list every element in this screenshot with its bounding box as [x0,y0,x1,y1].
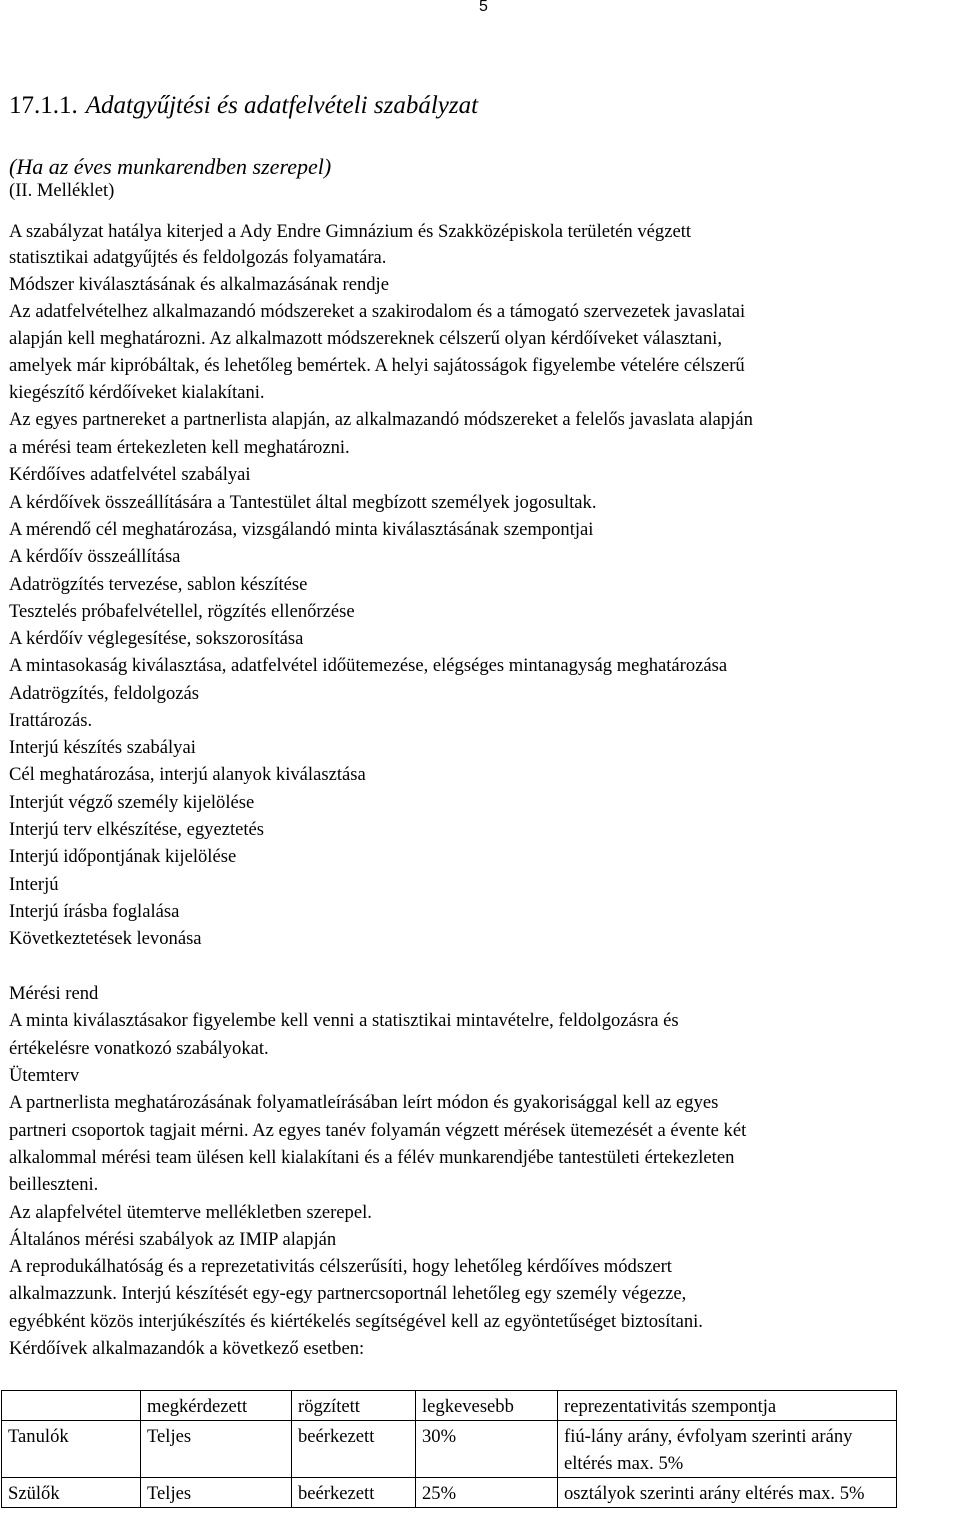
table-row [2,1421,897,1478]
line-28: Következtetések levonása [9,928,202,949]
table-header-cell: rögzített [292,1391,416,1421]
table-header-cell: megkérdezett [141,1391,292,1421]
section-subheading: (Ha az éves munkarendben szerepel) [9,154,332,179]
line-29: Mérési rend [9,983,99,1004]
line-1: (II. Melléklet) [9,180,115,201]
line-13: A mérendő cél meghatározása, vizsgálandó minta kiválasztásának szempontjai [9,519,594,540]
page-number: 5 [479,0,488,15]
line-21: Interjú készítés szabályai [9,737,196,758]
line-16: Tesztelés próbafelvétellel, rögzítés ellenőrzése [9,601,355,622]
line-34: partneri csoportok tagjait mérni. Az egyes tanév folyamán végzett mérések ütemezését a évente két [9,1120,747,1141]
line-37: Az alapfelvétel ütemterve mellékletben szerepel. [9,1202,372,1223]
line-36: beilleszteni. [9,1174,99,1195]
line-40: alkalmazzunk. Interjú készítését egy-egy partnercsoportnál lehetőleg egy személy végezze, [9,1283,687,1304]
line-9: Az egyes partnereket a partnerlista alapján, az alkalmazandó módszereket a felelős javaslata alapján [9,409,753,430]
line-4: Módszer kiválasztásának és alkalmazásának rendje [9,274,389,295]
table-header-cell [2,1391,141,1421]
line-30: A minta kiválasztásakor figyelembe kell venni a statisztikai mintavételre, feldolgozásra és [9,1010,679,1031]
table-cell: 25% [416,1478,558,1508]
line-39: A reprodukálhatóság és a reprezetativitás célszerűsíti, hogy lehetőleg kérdőíves módszert [9,1256,672,1277]
line-24: Interjú terv elkészítése, egyeztetés [9,819,265,840]
line-15: Adatrögzítés tervezése, sablon készítése [9,574,308,595]
table-header-cell: legkevesebb [416,1391,558,1421]
line-23: Interjút végző személy kijelölése [9,792,255,813]
line-10: a mérési team értekezleten kell meghatározni. [9,437,350,458]
line-12: A kérdőívek összeállítására a Tantestület által megbízott személyek jogosultak. [9,492,597,513]
survey-table [1,1390,897,1508]
line-19: Adatrögzítés, feldolgozás [9,683,200,704]
table-cell: Teljes [141,1421,292,1478]
line-14: A kérdőív összeállítása [9,546,181,567]
table-cell: 30% [416,1421,558,1478]
line-35: alkalommal mérési team ülésen kell kialakítani és a félév munkarendjébe tantestületi értekezleten [9,1147,735,1168]
table-cell: Teljes [141,1478,292,1508]
line-42: Kérdőívek alkalmazandók a következő esetben: [9,1338,365,1359]
table-header-cell: reprezentativitás szempontja [558,1391,897,1421]
line-33: A partnerlista meghatározásának folyamatleírásában leírt módon és gyakorisággal kell az egyes [9,1092,719,1113]
line-7: amelyek már kipróbáltak, és lehetőleg bemértek. A helyi sajátosságok figyelembe vételére célszerű [9,355,745,376]
line-6: alapján kell meghatározni. Az alkalmazott módszereknek célszerű olyan kérdőíveket választani, [9,328,722,349]
table-cell: Szülők [2,1478,141,1508]
line-11: Kérdőíves adatfelvétel szabályai [9,464,251,485]
line-41: egyébként közös interjúkészítés és kiértékelés segítségével kell az egyöntetűséget biztosítani. [9,1311,703,1332]
table-cell: osztályok szerinti arány eltérés max. 5% [558,1478,897,1508]
line-32: Ütemterv [9,1065,80,1086]
table-header-row [2,1391,897,1421]
line-31: értékelésre vonatkozó szabályokat. [9,1038,269,1059]
table-cell: beérkezett [292,1478,416,1508]
line-27: Interjú írásba foglalása [9,901,180,922]
section-heading [9,92,478,120]
section-number: 17.1.1. [9,92,78,119]
line-18: A mintasokaság kiválasztása, adatfelvétel időütemezése, elégséges mintanagyság meghatározása [9,655,728,676]
table-row [2,1478,897,1508]
line-17: A kérdőív véglegesítése, sokszorosítása [9,628,304,649]
line-8: kiegészítő kérdőíveket kialakítani. [9,382,265,403]
section-title: Adatgyűjtési és adatfelvételi szabályzat [85,92,479,119]
line-5: Az adatfelvételhez alkalmazandó módszereket a szakirodalom és a támogató szervezetek javaslatai [9,301,746,322]
line-25: Interjú időpontjának kijelölése [9,846,237,867]
line-38: Általános mérési szabályok az IMIP alapján [9,1229,337,1250]
line-2: A szabályzat hatálya kiterjed a Ady Endre Gimnázium és Szakközépiskola területén végzett [9,221,692,242]
line-20: Irattározás. [9,710,93,731]
line-3: statisztikai adatgyűjtés és feldolgozás folyamatára. [9,247,387,268]
table-cell: fiú-lány arány, évfolyam szerinti arány eltérés max. 5% [558,1421,897,1478]
table-cell: Tanulók [2,1421,141,1478]
line-26: Interjú [9,874,59,895]
table-cell: beérkezett [292,1421,416,1478]
line-22: Cél meghatározása, interjú alanyok kiválasztása [9,764,366,785]
